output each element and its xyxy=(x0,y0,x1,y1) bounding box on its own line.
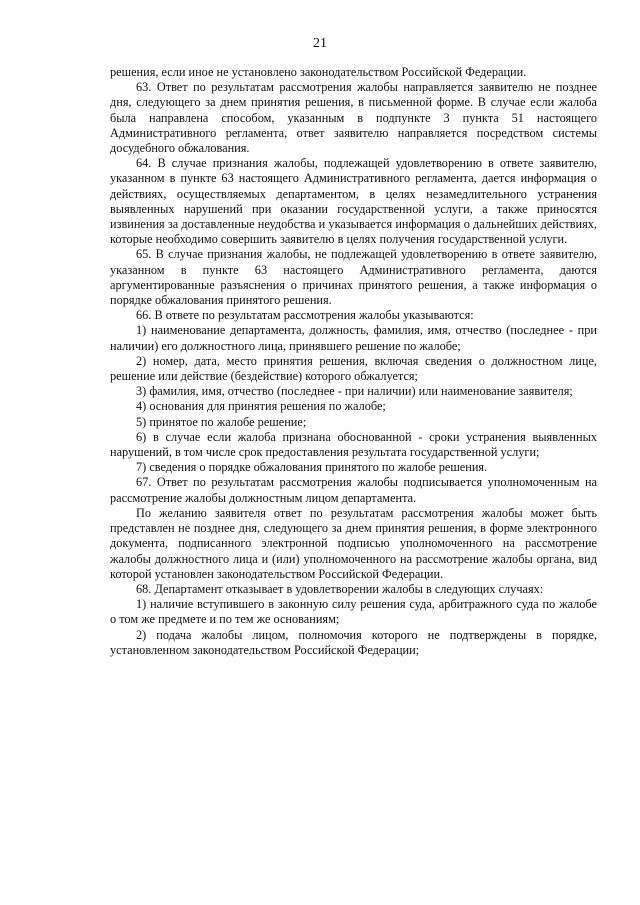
list-item-66-1: 1) наименование департамента, должность, фамилия, имя, отчество (последнее - при наличии) его должностного лица, принявшего решение по жалобе; xyxy=(110,323,597,353)
document-body xyxy=(110,65,597,658)
paragraph-67: 67. Ответ по результатам рассмотрения жалобы подписывается уполномоченным на рассмотрение жалобы должностным лицом департамента. xyxy=(110,475,597,505)
list-item-66-7: 7) сведения о порядке обжалования принятого по жалобе решения. xyxy=(136,460,488,475)
paragraph-67-electronic: По желанию заявителя ответ по результатам рассмотрения жалобы может быть представлен не позднее дня, следующего за днем принятия решения, в форме электронного документа, подписанного электронной подписью уполномоченного на рассмотрение жалобы должностного лица и (или) уполномоченного на рассмотрение жалобы органа, вид которой установлен законодательством Российской Федерации. xyxy=(110,505,597,581)
page-number: 21 xyxy=(313,36,327,51)
list-item-66-6: 6) в случае если жалоба признана обоснованной - сроки устранения выявленных нарушений, в том числе срок предоставления результата государственной услуги; xyxy=(110,429,597,460)
list-item-66-2: 2) номер, дата, место принятия решения, включая сведения о должностном лице, решение или действие (бездействие) которого обжалуется; xyxy=(110,353,597,384)
paragraph-63: 63. Ответ по результатам рассмотрения жалобы направляется заявителю не позднее дня, следующего за днем принятия решения, в письменной форме. В случае если жалоба была направлена способом, указанным в подпункте 3 пункта 51 настоящего Административного регламента, ответ заявителю направляется посредством системы досудебного обжалования. xyxy=(110,80,597,156)
paragraph-68: 68. Департамент отказывает в удовлетворении жалобы в следующих случаях: xyxy=(136,581,544,596)
paragraph-continuation: решения, если иное не установлено законодательством Российской Федерации. xyxy=(110,65,527,79)
list-item-66-4: 4) основания для принятия решения по жалобе; xyxy=(136,399,386,414)
paragraph-66: 66. В ответе по результатам рассмотрения жалобы указываются: xyxy=(136,308,474,323)
paragraph-64: 64. В случае признания жалобы, подлежащей удовлетворению в ответе заявителю, указанном в пункте 63 настоящего Административного регламента, дается информация о действиях, осуществляемых департаментом, в целях незамедлительного устранения выявленных нарушений при оказании государственной услуги, а также приносятся извинения за доставленные неудобства и указывается информация о дальнейших действиях, которые необходимо совершить заявителю в целях получения государственной услуги. xyxy=(110,156,597,247)
list-item-68-2: 2) подача жалобы лицом, полномочия которого не подтверждены в порядке, установленном законодательством Российской Федерации; xyxy=(110,627,597,657)
list-item-66-3: 3) фамилия, имя, отчество (последнее - при наличии) или наименование заявителя; xyxy=(136,384,573,399)
list-item-68-1: 1) наличие вступившего в законную силу решения суда, арбитражного суда по жалобе о том же предмете и по тем же основаниям; xyxy=(110,597,597,627)
list-item-66-5: 5) принятое по жалобе решение; xyxy=(136,414,307,429)
paragraph-65: 65. В случае признания жалобы, не подлежащей удовлетворению в ответе заявителю, указанном в пункте 63 настоящего Административного регламента, даются аргументированные разъяснения о причинах принятого решения, а также информация о порядке обжалования принятого решения. xyxy=(110,247,597,308)
